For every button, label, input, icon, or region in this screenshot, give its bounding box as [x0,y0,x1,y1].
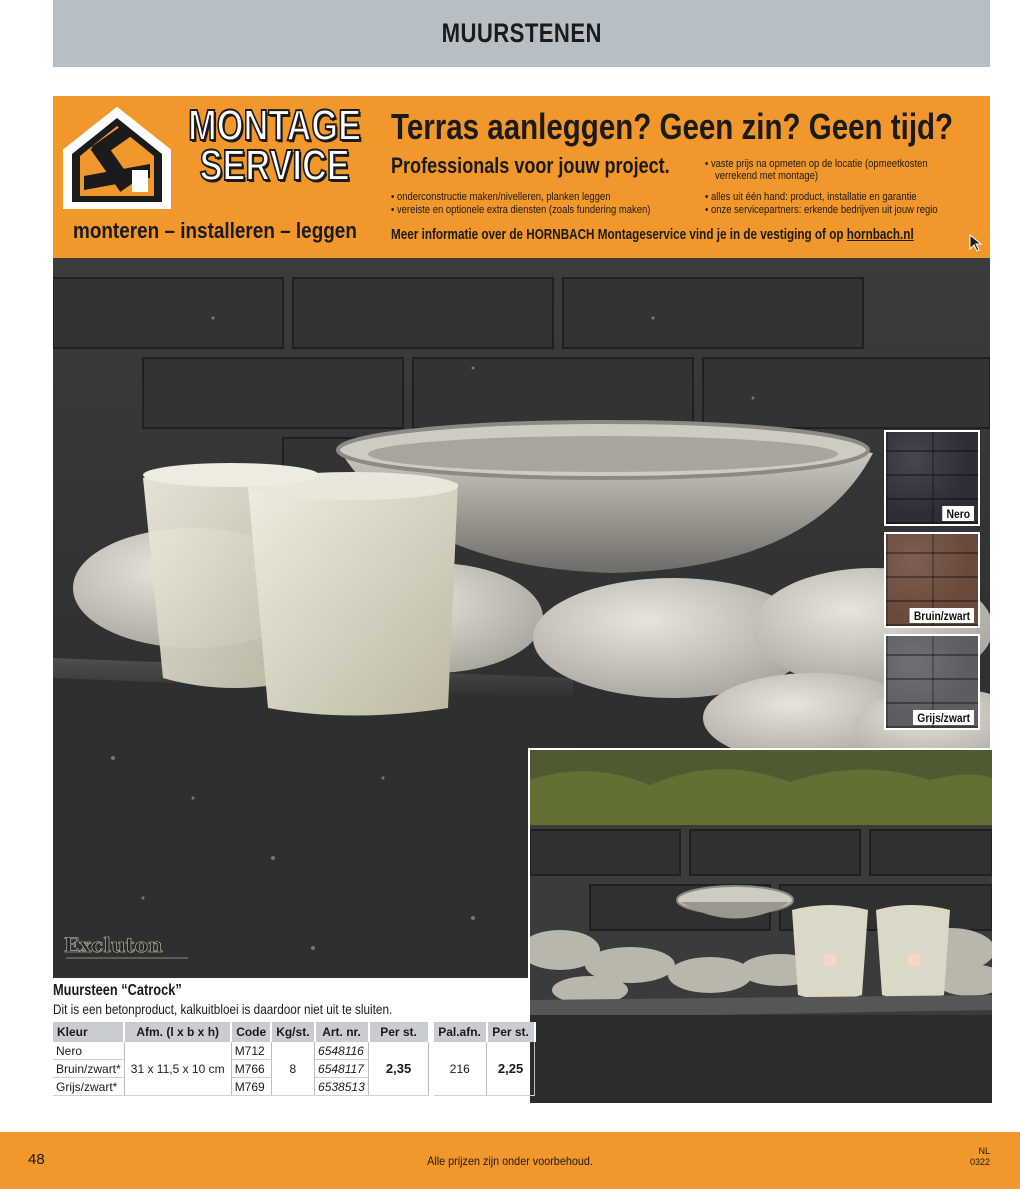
swatch-label: Grijs/zwart [913,710,974,725]
cell-kleur: Grijs/zwart* [53,1078,124,1096]
hornbach-link[interactable]: hornbach.nl [846,226,914,243]
page-number: 48 [28,1151,45,1168]
spec-table [53,1022,536,1096]
col-kg: Kg/st. [271,1022,314,1042]
bullet-right-1: • vaste prijs na opmeten op de locatie (opmeetkosten [705,158,928,170]
banner-subheadline: Professionals voor jouw project. [391,153,670,178]
edition-code: 0322 [969,1157,990,1167]
logo-line-1: MONTAGE [188,101,362,150]
bullet-left-2: • vereiste en optionele extra diensten (zoals fundering maken) [391,204,651,216]
swatch-bruin-zwart [884,532,980,628]
cell-kg: 8 [271,1042,314,1096]
banner-info-text: Meer informatie over de HORNBACH Montageservice vind je in de vestiging of op [391,226,847,243]
cell-afmeting: 31 x 11,5 x 10 cm [124,1042,231,1096]
bullet-left-1: • onderconstructie maken/nivelleren, planken leggen [391,191,611,203]
product-description: Dit is een betonproduct, kalkuitbloei is daardoor niet uit te sluiten. [53,1001,393,1017]
bullet-right-3: • onze servicepartners: erkende bedrijven uit jouw regio [705,204,938,216]
cell-art-nr: 6538513 [315,1078,369,1096]
cell-art-nr: 6548116 [315,1042,369,1060]
swatch-grijs-zwart [884,634,980,730]
price-disclaimer: Alle prijzen zijn onder voorbehoud. [427,1154,593,1168]
table-header-row [53,1022,535,1042]
bullet-right-2: • alles uit één hand: product, installatie en garantie [705,191,917,203]
brand-name: Excluton [64,933,163,957]
banner-headline: Terras aanleggen? Geen zin? Geen tijd? [391,106,954,147]
col-pal-per-st: Per st. [487,1022,535,1042]
logo-title [181,101,368,190]
col-pal-afn: Pal.afn. [434,1022,487,1042]
col-art-nr: Art. nr. [315,1022,369,1042]
col-per-st: Per st. [369,1022,429,1042]
house-tools-icon [62,104,172,212]
cell-code: M769 [231,1078,271,1096]
product-name: Muursteen “Catrock” [53,982,182,999]
excluton-logo [58,930,208,962]
logo-tagline: monteren – installeren – leggen [73,218,357,243]
table-row [53,1042,535,1060]
page-title: MUURSTENEN [441,18,602,48]
logo-line-2: SERVICE [199,141,350,190]
cell-art-nr: 6548117 [315,1060,369,1078]
col-code: Code [231,1022,271,1042]
cell-pal-price: 2,25 [487,1042,535,1096]
cell-price: 2,35 [369,1042,429,1096]
moss-wall-scene [530,750,992,1103]
bullet-right-1-cont: verrekend met montage) [715,170,819,182]
section-header [53,0,990,67]
montage-service-banner [53,96,990,258]
page-footer [0,1132,1020,1189]
swatch-label: Bruin/zwart [909,608,974,623]
col-afmeting: Afm. (l x b x h) [124,1022,231,1042]
cursor-icon [969,234,983,252]
col-kleur: Kleur [53,1022,124,1042]
inset-product-photo [528,748,992,1103]
swatch-nero [884,430,980,526]
banner-info-line [391,226,914,243]
region-code: NL [978,1146,990,1156]
cell-pal-afn: 216 [434,1042,487,1096]
cell-kleur: Nero [53,1042,124,1060]
cell-kleur: Bruin/zwart* [53,1060,124,1078]
cell-code: M712 [231,1042,271,1060]
swatch-label: Nero [942,506,974,521]
cell-code: M766 [231,1060,271,1078]
region-edition [970,1146,990,1168]
